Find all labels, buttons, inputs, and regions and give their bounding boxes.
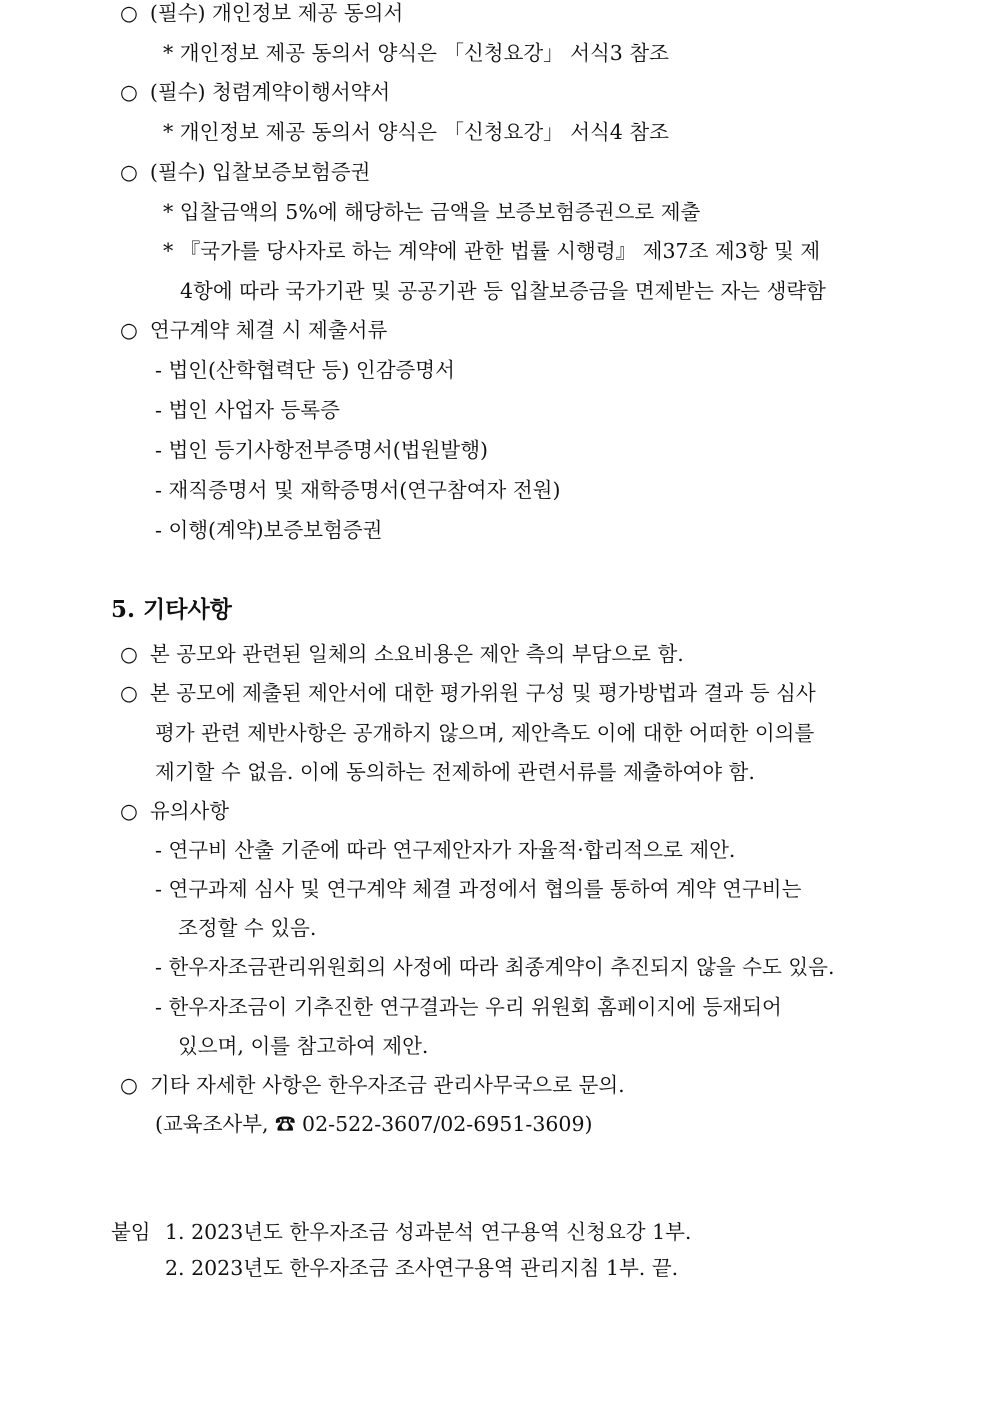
dash-line: - 법인 사업자 등록증	[155, 398, 340, 422]
dash-line: - 연구비 산출 기준에 따라 연구제안자가 자율적·합리적으로 제안.	[155, 838, 736, 862]
bullet-line: ○ (필수) 개인정보 제공 동의서	[120, 1, 404, 25]
bullet-line: ○ (필수) 입찰보증보험증권	[120, 160, 371, 184]
dash-line: - 법인 등기사항전부증명서(법원발행)	[155, 438, 488, 462]
note-line: * 개인정보 제공 동의서 양식은 「신청요강」 서식4 참조	[163, 120, 669, 144]
dash-line: - 한우자조금이 기추진한 연구결과는 우리 위원회 홈페이지에 등재되어	[155, 995, 782, 1019]
note-line: * 개인정보 제공 동의서 양식은 「신청요강」 서식3 참조	[163, 41, 669, 65]
attachment-item: 2. 2023년도 한우자조금 조사연구용역 관리지침 1부. 끝.	[165, 1256, 679, 1280]
contact-line: (교육조사부, ☎ 02-522-3607/02-6951-3609)	[155, 1112, 593, 1136]
bullet-line: ○ (필수) 청렴계약이행서약서	[120, 80, 391, 104]
attachment-item: 1. 2023년도 한우자조금 성과분석 연구용역 신청요강 1부.	[165, 1220, 692, 1244]
dash-line: - 한우자조금관리위원회의 사정에 따라 최종계약이 추진되지 않을 수도 있음.	[155, 955, 835, 979]
note-line: * 입찰금액의 5%에 해당하는 금액을 보증보험증권으로 제출	[163, 200, 701, 224]
attachment-label: 붙임	[111, 1220, 151, 1244]
text-line: 평가 관련 제반사항은 공개하지 않으며, 제안측도 이에 대한 어떠한 이의를	[155, 721, 815, 745]
bullet-line: ○ 유의사항	[120, 799, 230, 823]
section-heading: 5. 기타사항	[111, 596, 232, 623]
dash-line: - 연구과제 심사 및 연구계약 체결 과정에서 협의를 통하여 계약 연구비는	[155, 877, 802, 901]
bullet-line: ○ 본 공모에 제출된 제안서에 대한 평가위원 구성 및 평가방법과 결과 등 심사	[120, 681, 816, 705]
text-line: 제기할 수 없음. 이에 동의하는 전제하에 관련서류를 제출하여야 함.	[155, 760, 755, 784]
dash-line: - 재직증명서 및 재학증명서(연구참여자 전원)	[155, 478, 561, 502]
note-line: * 『국가를 당사자로 하는 계약에 관한 법률 시행령』 제37조 제3항 및 제	[163, 239, 821, 263]
dash-line: - 이행(계약)보증보험증권	[155, 518, 383, 542]
text-line: 조정할 수 있음.	[178, 916, 317, 940]
bullet-line: ○ 본 공모와 관련된 일체의 소요비용은 제안 측의 부담으로 함.	[120, 642, 684, 666]
bullet-line: ○ 연구계약 체결 시 제출서류	[120, 318, 388, 342]
dash-line: - 법인(산학협력단 등) 인감증명서	[155, 358, 455, 382]
note-line: 4항에 따라 국가기관 및 공공기관 등 입찰보증금을 면제받는 자는 생략함	[180, 279, 826, 303]
bullet-line: ○ 기타 자세한 사항은 한우자조금 관리사무국으로 문의.	[120, 1073, 625, 1097]
text-line: 있으며, 이를 참고하여 제안.	[178, 1034, 429, 1058]
